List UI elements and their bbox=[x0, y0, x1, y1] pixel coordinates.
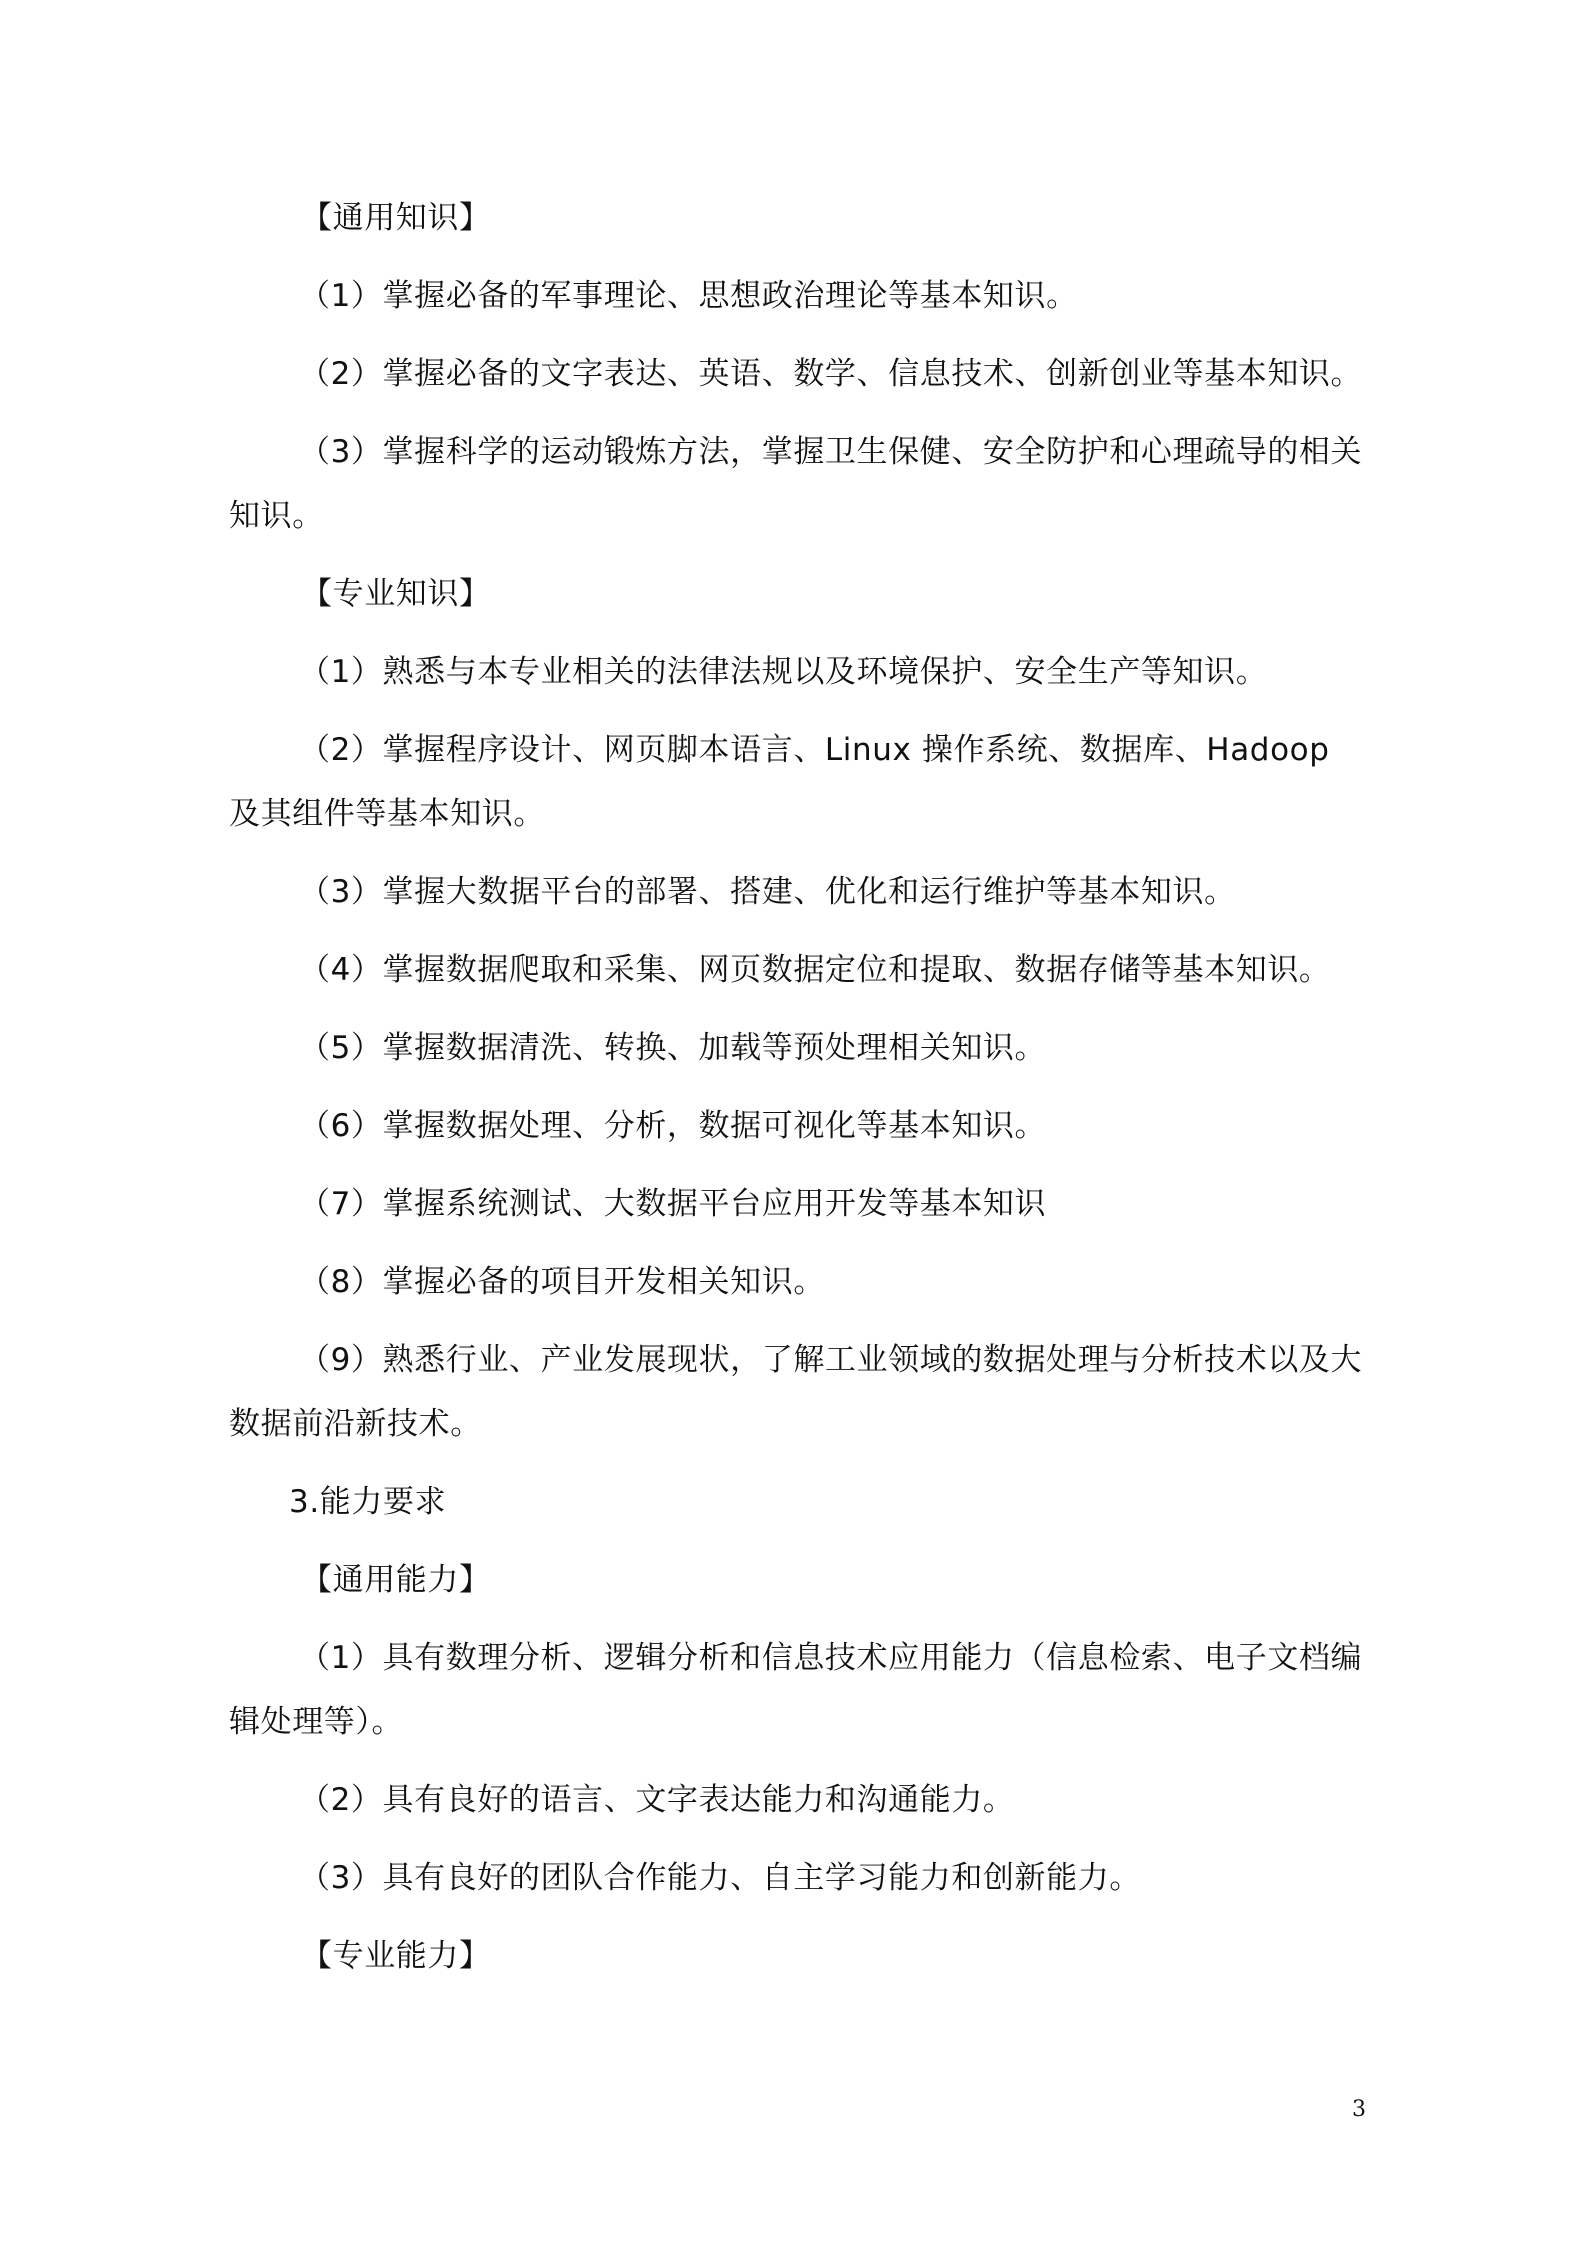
paragraph-general-knowledge-3: （3）掌握科学的运动锻炼方法，掌握卫生保健、安全防护和心理疏导的相关知识。 bbox=[229, 434, 1363, 534]
paragraph-general-ability-3: （3）具有良好的团队合作能力、自主学习能力和创新能力。 bbox=[299, 1860, 1141, 1896]
paragraph-professional-knowledge-9: （9）熟悉行业、产业发展现状，了解工业领域的数据处理与分析技术以及大数据前沿新技术。 bbox=[229, 1342, 1363, 1442]
paragraph-general-knowledge-1: （1）掌握必备的军事理论、思想政治理论等基本知识。 bbox=[299, 278, 1078, 314]
paragraph-professional-knowledge-7: （7）掌握系统测试、大数据平台应用开发等基本知识 bbox=[299, 1186, 1047, 1222]
paragraph-professional-knowledge-2: （2）掌握程序设计、网页脚本语言、Linux 操作系统、数据库、Hadoop 及其组件等基本知识。 bbox=[229, 732, 1330, 832]
section-ability-requirements: 3.能力要求 bbox=[289, 1484, 447, 1520]
heading-general-knowledge: 【通用知识】 bbox=[301, 200, 491, 236]
paragraph-professional-knowledge-4: （4）掌握数据爬取和采集、网页数据定位和提取、数据存储等基本知识。 bbox=[299, 952, 1331, 988]
paragraph-professional-knowledge-6: （6）掌握数据处理、分析，数据可视化等基本知识。 bbox=[299, 1108, 1047, 1144]
paragraph-professional-knowledge-3: （3）掌握大数据平台的部署、搭建、优化和运行维护等基本知识。 bbox=[299, 874, 1236, 910]
heading-professional-ability: 【专业能力】 bbox=[301, 1938, 491, 1974]
paragraph-professional-knowledge-1: （1）熟悉与本专业相关的法律法规以及环境保护、安全生产等知识。 bbox=[299, 654, 1268, 690]
paragraph-general-ability-1: （1）具有数理分析、逻辑分析和信息技术应用能力（信息检索、电子文档编辑处理等）。 bbox=[229, 1640, 1363, 1740]
page-number: 3 bbox=[1352, 2097, 1366, 2122]
heading-professional-knowledge: 【专业知识】 bbox=[301, 576, 491, 612]
paragraph-general-knowledge-2: （2）掌握必备的文字表达、英语、数学、信息技术、创新创业等基本知识。 bbox=[299, 356, 1363, 392]
heading-general-ability: 【通用能力】 bbox=[301, 1562, 491, 1598]
paragraph-professional-knowledge-8: （8）掌握必备的项目开发相关知识。 bbox=[299, 1264, 825, 1300]
paragraph-general-ability-2: （2）具有良好的语言、文字表达能力和沟通能力。 bbox=[299, 1782, 1015, 1818]
document-body bbox=[229, 186, 1369, 2002]
paragraph-professional-knowledge-5: （5）掌握数据清洗、转换、加载等预处理相关知识。 bbox=[299, 1030, 1047, 1066]
